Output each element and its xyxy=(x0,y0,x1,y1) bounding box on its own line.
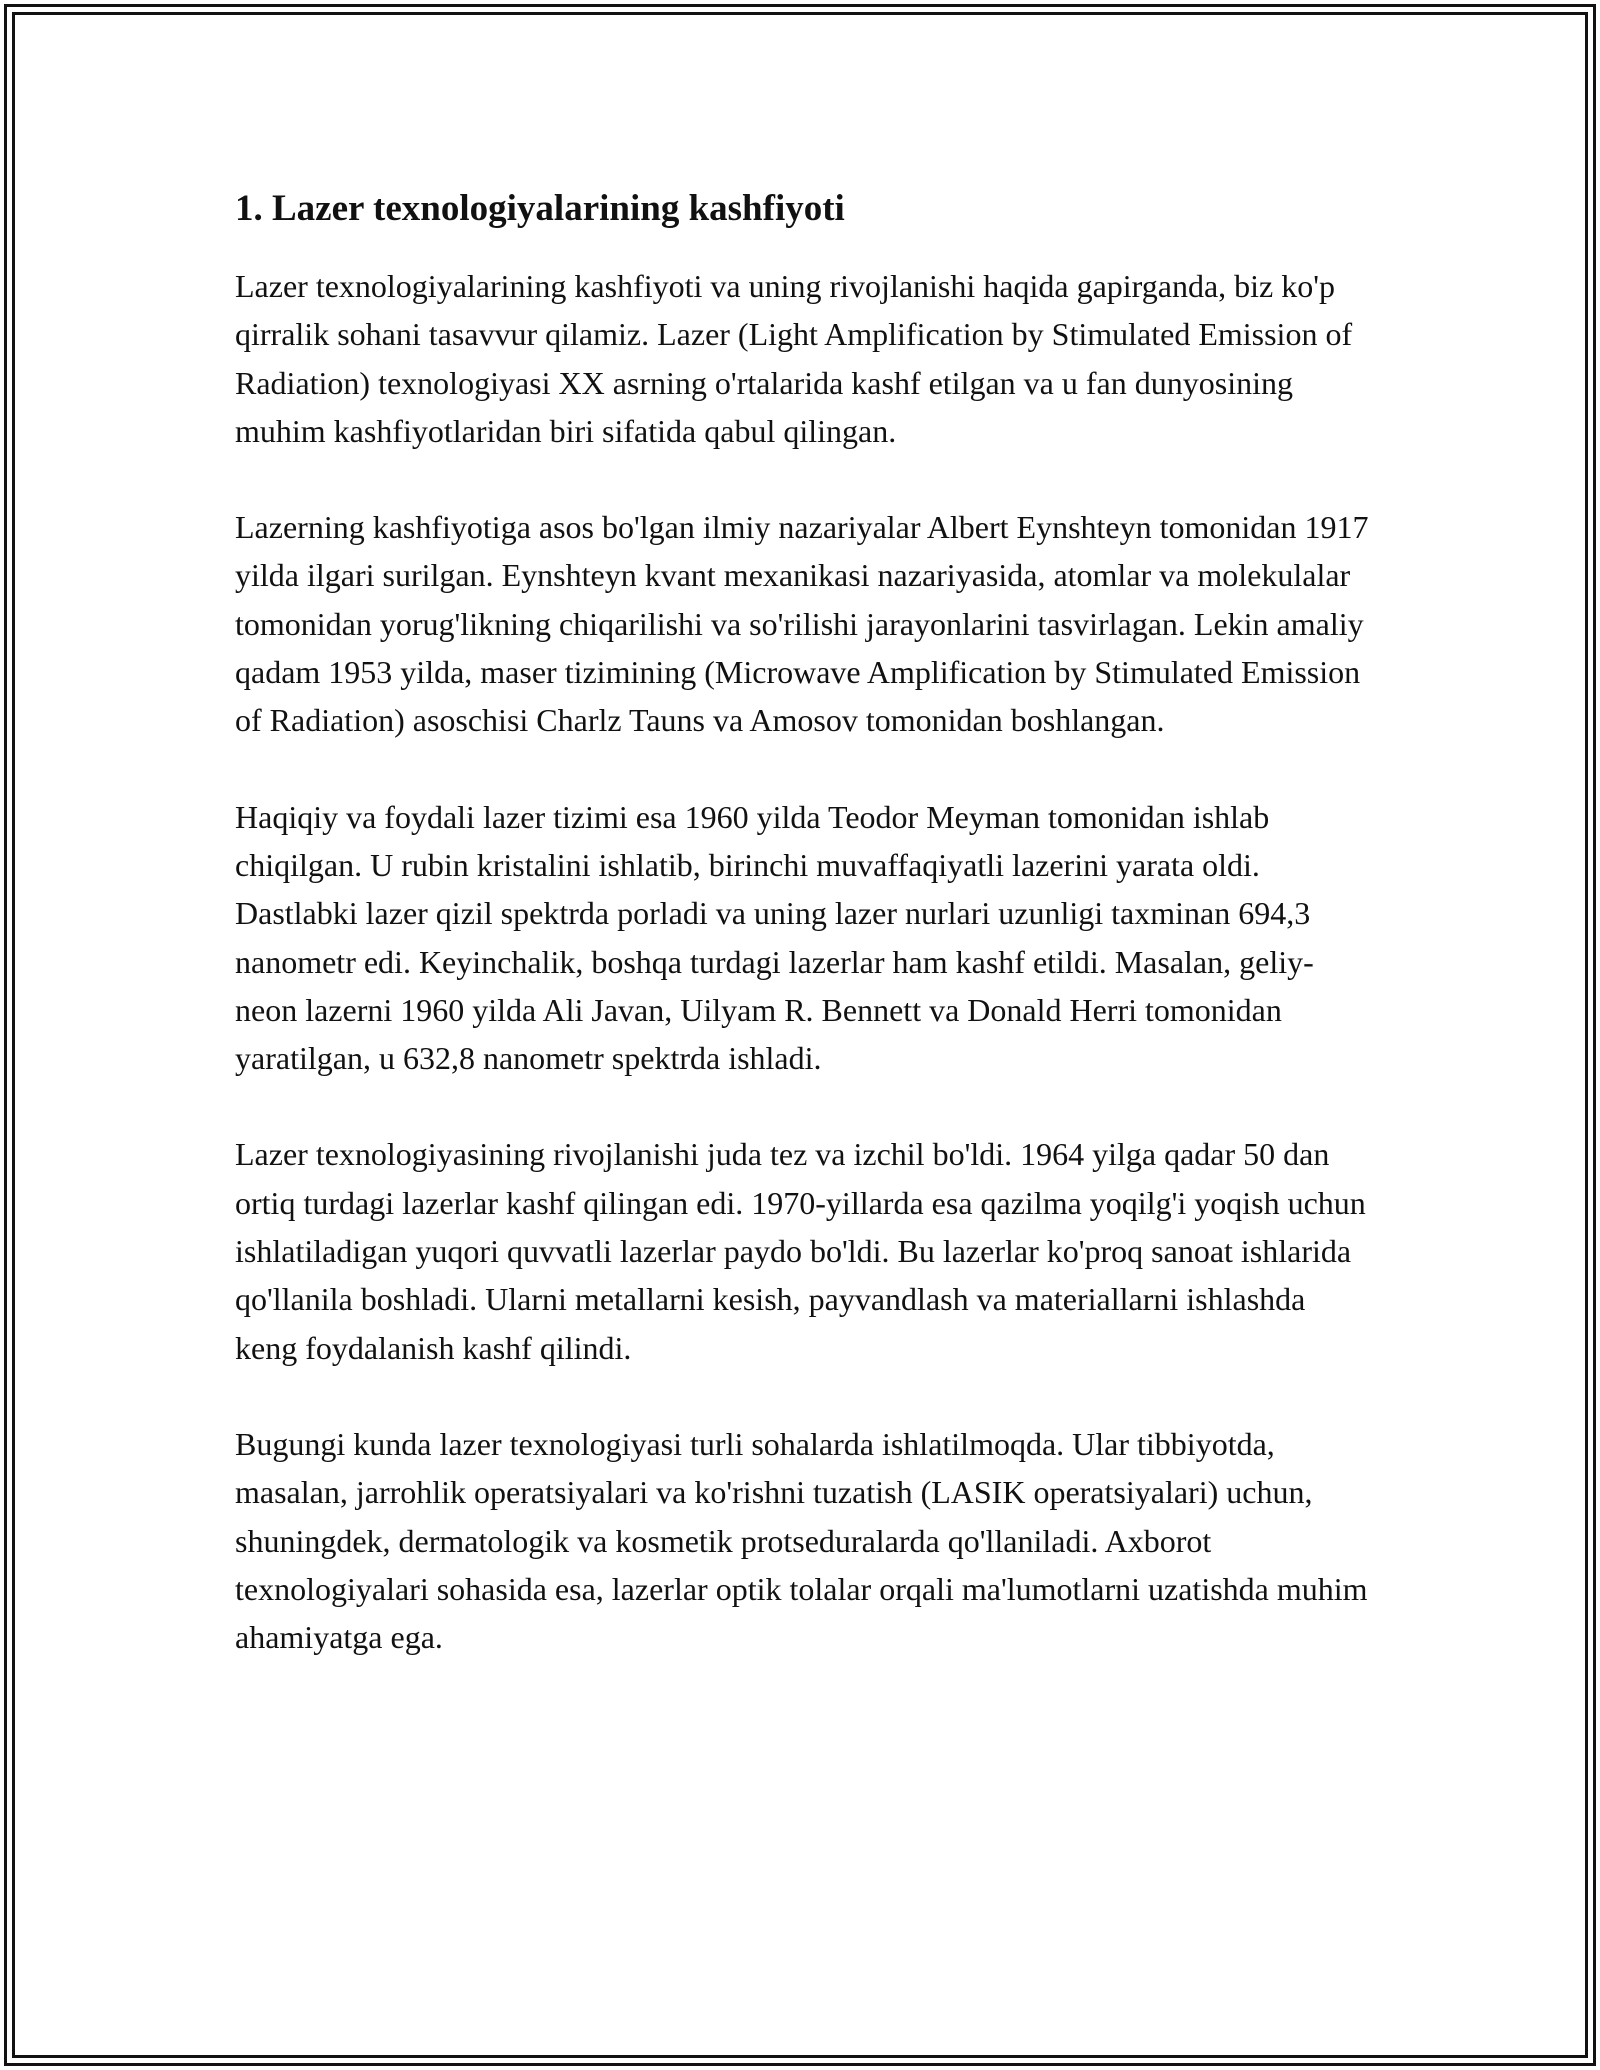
paragraph-modern-applications: Bugungi kunda lazer texnologiyasi turli sohalarda ishlatilmoqda. Ular tibbiyotda, masalan, jarrohlik operatsiyalari va ko'rishni tuzatish (LASIK operatsiyalari) uchun, shuningdek, dermatologik va kosmetik protseduralarda qo'llaniladi. Axborot texnologiyalari sohasida esa, lazerlar optik tolalar orqali ma'lumotlarni uzatishda muhim ahamiyatga ega. xyxy=(235,1425,1368,1656)
paragraph-scientific-foundation: Lazerning kashfiyotiga asos bo'lgan ilmiy nazariyalar Albert Eynshteyn tomonidan 1917 yilda ilgari surilgan. Eynshteyn kvant mexanikasi nazariyasida, atomlar va molekulalar tomonidan yorug'likning chiqarilishi va so'rilishi jarayonlarini tasvirlagan. Lekin amaliy qadam 1953 yilda, maser tizimining (Microwave Amplification by Stimulated Emission of Radiation) asoschisi Charlz Tauns va Amosov tomonidan boshlangan. xyxy=(235,509,1369,739)
document-content xyxy=(235,186,1375,1709)
paragraph-laser-development: Lazer texnologiyasining rivojlanishi juda tez va izchil bo'ldi. 1964 yilga qadar 50 dan ortiq turdagi lazerlar kashf qilingan edi. 1970-yillarda esa qazilma yoqilg'i yoqish uchun ishlatiladigan yuqori quvvatli lazerlar paydo bo'ldi. Bu lazerlar ko'proq sanoat ishlarida qo'llanila boshladi. Ularni metallarni kesish, payvandlash va materiallarni ishlashda keng foydalanish kashf qilindi. xyxy=(235,1136,1366,1366)
section-title: 1. Lazer texnologiyalarining kashfiyoti xyxy=(235,188,845,229)
paragraph-laser-introduction: Lazer texnologiyalarining kashfiyoti va uning rivojlanishi haqida gapirganda, biz ko'p qirralik sohani tasavvur qilamiz. Lazer (Light Amplification by Stimulated Emission of Radiation) texnologiyasi XX asrning o'rtalarida kashf etilgan va u fan dunyosining muhim kashfiyotlaridan biri sifatida qabul qilingan. xyxy=(235,268,1353,449)
paragraph-first-laser-systems: Haqiqiy va foydali lazer tizimi esa 1960 yilda Teodor Meyman tomonidan ishlab chiqilgan. U rubin kristalini ishlatib, birinchi muvaffaqiyatli lazerini yarata oldi. Dastlabki lazer qizil spektrda porladi va uning lazer nurlari uzunligi taxminan 694,3 nanometr edi. Keyinchalik, boshqa turdagi lazerlar ham kashf etildi. Masalan, geliy-neon lazerni 1960 yilda Ali Javan, Uilyam R. Bennett va Donald Herri tomonidan yaratilgan, u 632,8 nanometr spektrda ishladi. xyxy=(235,798,1314,1077)
